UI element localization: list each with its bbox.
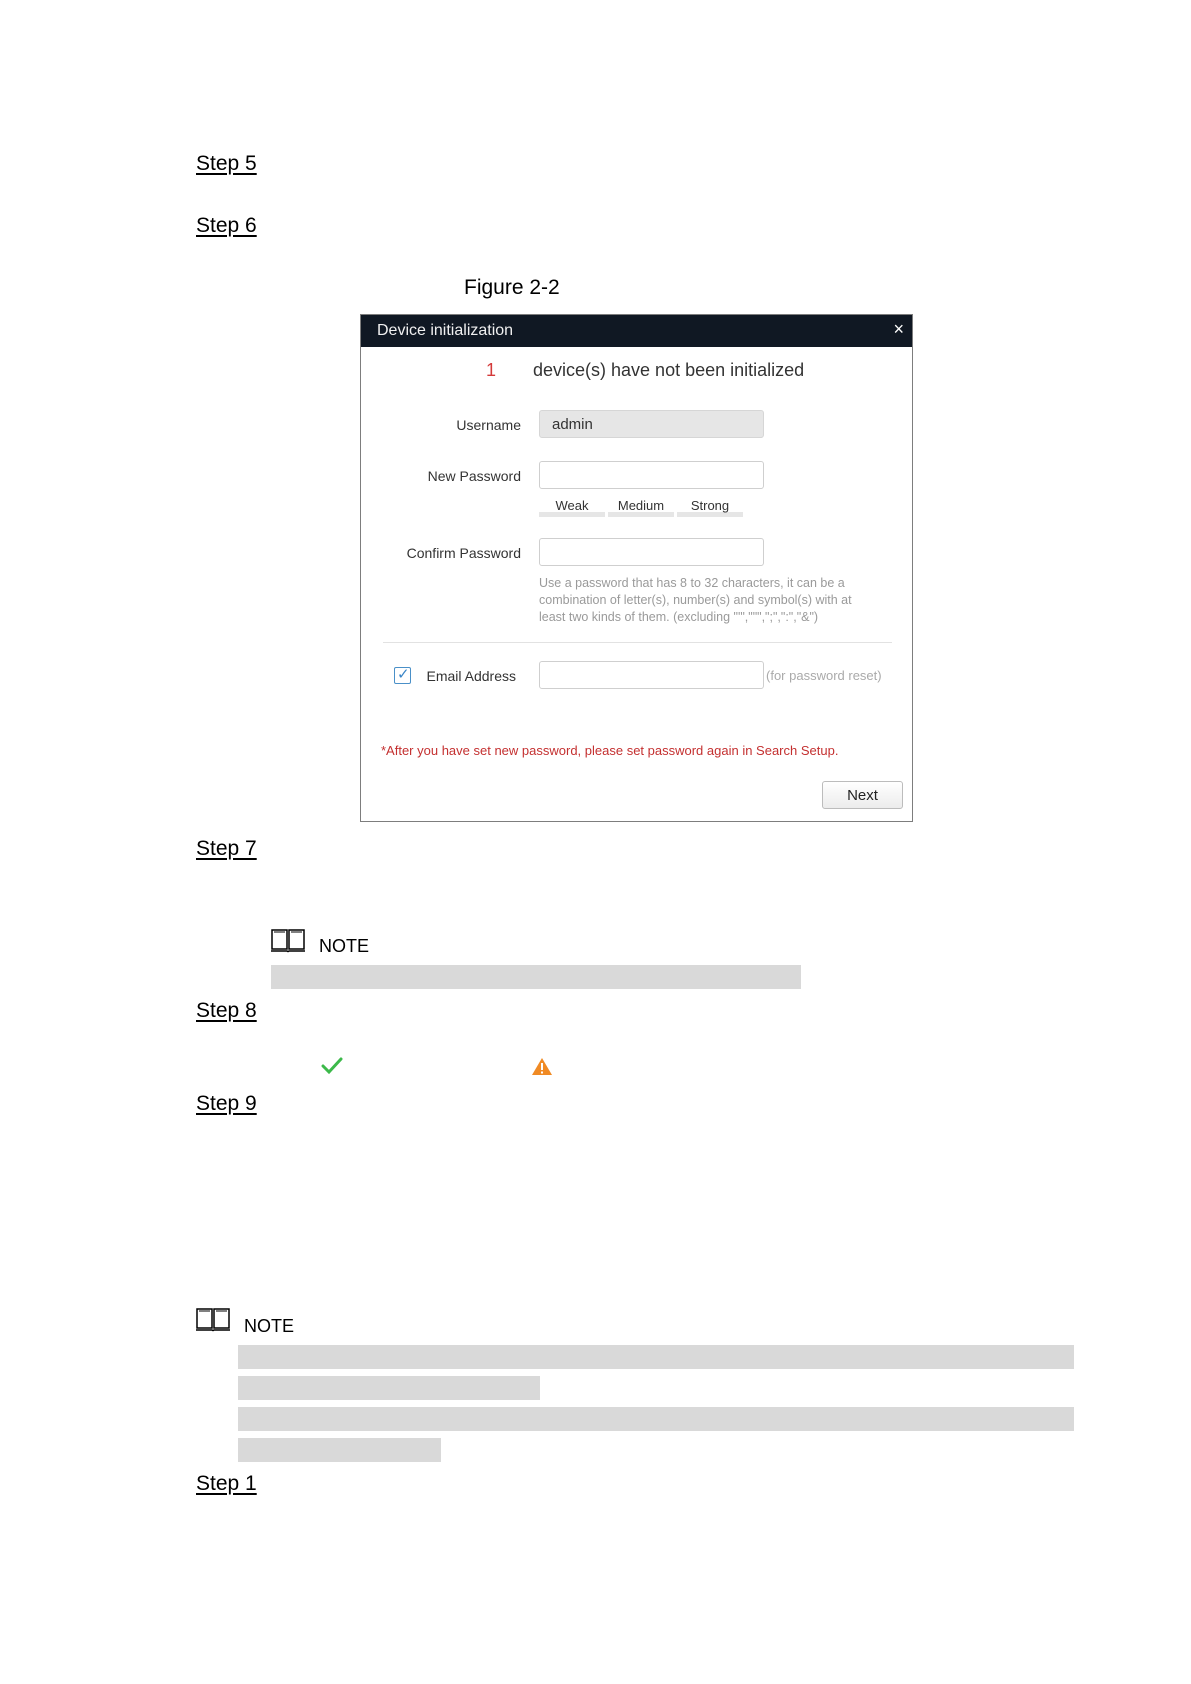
- new-password-label: New Password: [427, 468, 521, 484]
- figure-caption: Figure 2-2: [464, 276, 560, 299]
- step-1-label: Step 1: [196, 1472, 257, 1495]
- email-label: Email Address: [426, 668, 516, 684]
- note-2-label: NOTE: [244, 1316, 295, 1336]
- uninitialized-count: 1: [486, 360, 497, 380]
- device-initialization-dialog: [360, 314, 913, 822]
- open-book-icon: [195, 1306, 231, 1332]
- strength-weak-label: Weak: [555, 498, 589, 513]
- step-6-label: Step 6: [196, 214, 257, 237]
- open-book-icon: [270, 927, 306, 953]
- step-9-label: Step 9: [196, 1092, 257, 1115]
- checkmark-icon: ✓: [397, 666, 410, 683]
- step-8-label: Step 8: [196, 999, 257, 1022]
- step-5-label: Step 5: [196, 152, 257, 175]
- confirm-password-label: Confirm Password: [406, 545, 521, 561]
- section-divider: [383, 642, 892, 643]
- username-field[interactable]: [539, 410, 764, 438]
- note-2-redacted-line-1: [238, 1345, 1074, 1369]
- password-warning: *After you have set new password, please set password again in Search Setup.: [381, 743, 839, 758]
- close-icon[interactable]: ×: [893, 319, 904, 339]
- email-field[interactable]: [539, 661, 764, 689]
- confirm-password-field[interactable]: [539, 538, 764, 566]
- dialog-titlebar: [361, 315, 912, 347]
- email-suffix-hint: (for password reset): [766, 668, 882, 683]
- step-7-label: Step 7: [196, 837, 257, 860]
- check-icon: [321, 1057, 343, 1075]
- warning-triangle-icon: [531, 1057, 553, 1076]
- note-1-label: NOTE: [319, 936, 370, 956]
- username-label: Username: [456, 417, 521, 433]
- uninitialized-message: device(s) have not been initialized: [533, 360, 805, 380]
- new-password-field[interactable]: [539, 461, 764, 489]
- password-hint: Use a password that has 8 to 32 characters, it can be a combination of letter(s), number(s) and symbol(s) with at least two kinds of them. (excluding "'",""",";",":","&"): [539, 576, 852, 624]
- note-2-redacted-line-4: [238, 1438, 441, 1462]
- strength-medium-label: Medium: [617, 498, 665, 513]
- note-1-redacted-line: [271, 965, 801, 989]
- note-2-redacted-line-2: [238, 1376, 540, 1400]
- strength-strong-label: Strong: [690, 498, 730, 513]
- next-button[interactable]: Next: [822, 781, 903, 809]
- note-2-redacted-line-3: [238, 1407, 1074, 1431]
- dialog-title: Device initialization: [377, 322, 514, 339]
